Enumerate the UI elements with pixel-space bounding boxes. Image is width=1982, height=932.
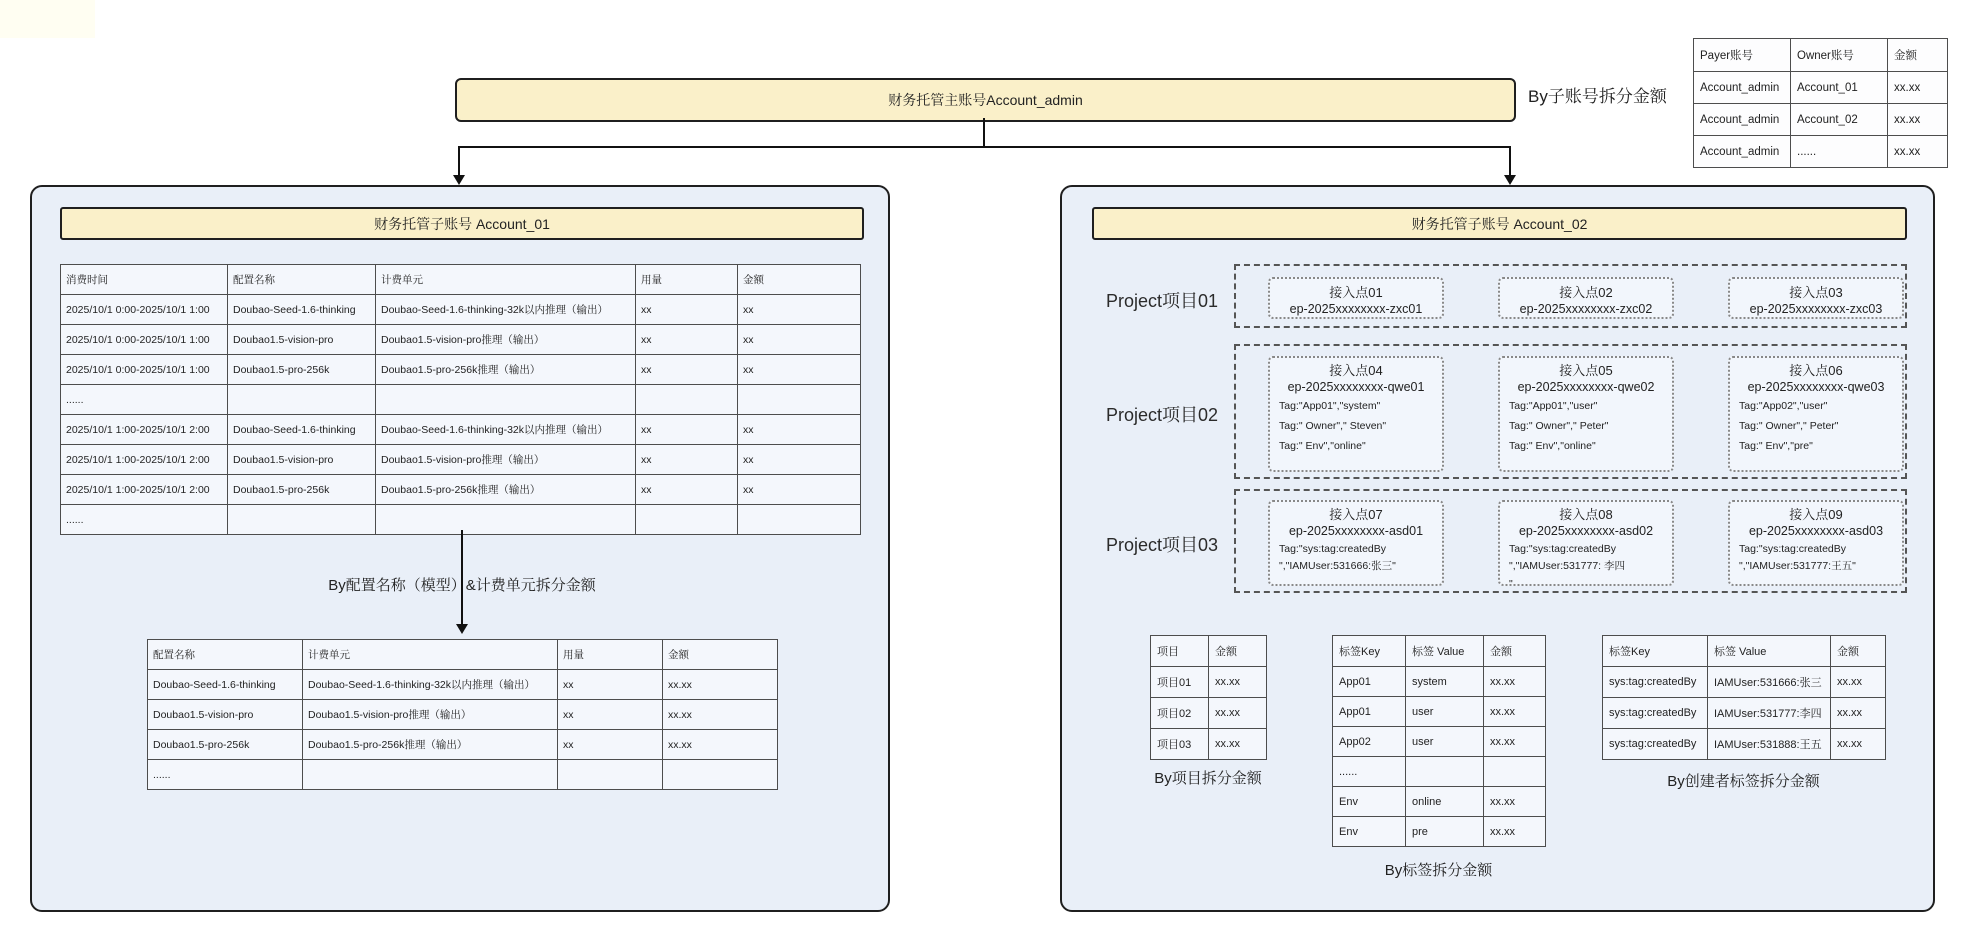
table-cell: Account_admin <box>1694 72 1791 104</box>
table-cell: user <box>1406 727 1484 757</box>
table-cell <box>376 385 636 415</box>
table-cell: xx.xx <box>1888 72 1948 104</box>
endpoint-box <box>1728 277 1904 319</box>
endpoint-name: 接入点09 <box>1789 507 1843 522</box>
table-cell: xx.xx <box>1888 104 1948 136</box>
table-header-cell: 金额 <box>738 265 861 295</box>
table-header-cell: 标签Key <box>1333 636 1406 667</box>
account01-panel <box>30 185 890 912</box>
table-row <box>1333 757 1546 787</box>
account01-header <box>60 207 864 240</box>
endpoint-tag: ","IAMUser:531777:王五" <box>1739 560 1856 573</box>
table-cell: 项目03 <box>1151 729 1209 760</box>
payer-owner-table <box>1693 38 1948 168</box>
table-row <box>61 475 861 505</box>
table-cell: xx <box>558 700 663 730</box>
endpoint-name: 接入点01 <box>1329 285 1383 300</box>
table-cell <box>738 385 861 415</box>
table-cell: xx <box>738 445 861 475</box>
table-cell <box>303 760 558 790</box>
table-cell: Doubao1.5-vision-pro推理（输出） <box>376 445 636 475</box>
table-cell: Doubao1.5-pro-256k推理（输出） <box>376 355 636 385</box>
table-cell: ...... <box>1791 136 1888 168</box>
table-header-cell: 金额 <box>1888 39 1948 72</box>
table-cell: App01 <box>1333 667 1406 697</box>
table-cell: sys:tag:createdBy <box>1603 667 1708 698</box>
endpoint-code: ep-2025xxxxxxxx-asd02 <box>1518 524 1654 538</box>
endpoint-code: ep-2025xxxxxxxx-zxc02 <box>1519 302 1653 316</box>
table-cell: Doubao1.5-pro-256k <box>148 730 303 760</box>
endpoint-tag: Tag:"sys:tag:createdBy <box>1739 543 1847 555</box>
endpoint-code: ep-2025xxxxxxxx-asd03 <box>1748 524 1884 538</box>
endpoint-name: 接入点03 <box>1789 285 1843 300</box>
table-cell: xx.xx <box>663 730 778 760</box>
table-cell: 项目02 <box>1151 698 1209 729</box>
endpoint-tag: Tag:" Env","online" <box>1509 439 1596 452</box>
table-cell <box>636 385 738 415</box>
table-cell: 项目01 <box>1151 667 1209 698</box>
table-row <box>1333 787 1546 817</box>
project02-label: Project项目02 <box>1106 405 1219 425</box>
table-row <box>148 700 778 730</box>
project02-container <box>1234 344 1907 479</box>
table-cell: xx.xx <box>1484 817 1546 847</box>
table-cell: Doubao1.5-vision-pro <box>228 445 376 475</box>
table-cell <box>663 760 778 790</box>
table-cell: sys:tag:createdBy <box>1603 698 1708 729</box>
table-cell: ...... <box>148 760 303 790</box>
creator-split-caption: By创建者标签拆分金额 <box>1667 773 1820 790</box>
table-header-cell: 计费单元 <box>303 640 558 670</box>
table-cell: IAMUser:531888:王五 <box>1708 729 1831 760</box>
table-header-cell: 金额 <box>1209 636 1267 667</box>
table-row <box>148 730 778 760</box>
table-cell: 2025/10/1 1:00-2025/10/1 2:00 <box>61 445 228 475</box>
table-cell: Doubao1.5-pro-256k推理（输出） <box>376 475 636 505</box>
table-cell: xx <box>738 355 861 385</box>
table-cell <box>1406 757 1484 787</box>
table-header-cell: 用量 <box>636 265 738 295</box>
table-cell: Account_admin <box>1694 136 1791 168</box>
endpoint-tag: Tag:"App01","system" <box>1279 400 1381 412</box>
usage-table <box>60 264 861 535</box>
table-header-cell: 配置名称 <box>228 265 376 295</box>
project01-label: Project项目01 <box>1106 291 1219 311</box>
project-split-table <box>1150 635 1267 760</box>
endpoint-code: ep-2025xxxxxxxx-qwe02 <box>1517 380 1655 394</box>
endpoint-box <box>1498 277 1674 319</box>
connector-left-vertical <box>458 146 460 176</box>
table-cell: xx <box>738 415 861 445</box>
table-row <box>1694 104 1948 136</box>
project03-label: Project项目03 <box>1106 535 1219 555</box>
endpoint-name: 接入点08 <box>1559 507 1613 522</box>
tag-split-caption: By标签拆分金额 <box>1384 862 1493 879</box>
table-row <box>1694 136 1948 168</box>
endpoint-box <box>1268 500 1444 586</box>
main-account-label: 财务托管主账号Account_admin <box>888 92 1083 108</box>
table-cell: Doubao-Seed-1.6-thinking-32k以内推理（输出） <box>376 415 636 445</box>
table-row <box>1151 667 1267 698</box>
table-cell: xx.xx <box>1209 698 1267 729</box>
table-cell: Doubao-Seed-1.6-thinking <box>148 670 303 700</box>
table-cell: xx.xx <box>663 670 778 700</box>
table-cell: xx.xx <box>1831 667 1886 698</box>
table-row <box>61 355 861 385</box>
table-cell: xx <box>636 325 738 355</box>
table-header-cell: 计费单元 <box>376 265 636 295</box>
table-cell: Doubao-Seed-1.6-thinking-32k以内推理（输出） <box>303 670 558 700</box>
table-cell: xx.xx <box>1209 667 1267 698</box>
endpoint-box <box>1498 500 1674 590</box>
connector-horizontal <box>459 146 1511 148</box>
table-cell: Account_02 <box>1791 104 1888 136</box>
endpoint-code: ep-2025xxxxxxxx-zxc03 <box>1749 302 1883 316</box>
endpoint-code: ep-2025xxxxxxxx-asd01 <box>1288 524 1424 538</box>
table-cell: 2025/10/1 1:00-2025/10/1 2:00 <box>61 475 228 505</box>
table-row <box>1603 667 1886 698</box>
table-cell: Account_01 <box>1791 72 1888 104</box>
split-arrow-head <box>456 624 468 634</box>
endpoint-tag: Tag:"sys:tag:createdBy <box>1509 543 1617 555</box>
table-cell: xx <box>558 730 663 760</box>
table-cell: Env <box>1333 817 1406 847</box>
endpoint-box <box>1498 356 1674 472</box>
table-header-cell: 标签Key <box>1603 636 1708 667</box>
table-cell: sys:tag:createdBy <box>1603 729 1708 760</box>
table-cell: 2025/10/1 0:00-2025/10/1 1:00 <box>61 355 228 385</box>
table-cell: 2025/10/1 0:00-2025/10/1 1:00 <box>61 295 228 325</box>
table-cell: user <box>1406 697 1484 727</box>
table-row <box>1333 697 1546 727</box>
table-cell: Doubao1.5-vision-pro推理（输出） <box>303 700 558 730</box>
table-cell: Doubao-Seed-1.6-thinking-32k以内推理（输出） <box>376 295 636 325</box>
table-cell: Doubao-Seed-1.6-thinking <box>228 415 376 445</box>
endpoint-tag: ","IAMUser:531666:张三" <box>1279 560 1396 573</box>
account02-panel <box>1060 185 1935 912</box>
project-split-caption: By项目拆分金额 <box>1154 770 1262 787</box>
table-row <box>148 760 778 790</box>
table-cell <box>376 505 636 535</box>
table-cell <box>228 505 376 535</box>
table-header-cell: 用量 <box>558 640 663 670</box>
table-cell: xx.xx <box>1484 787 1546 817</box>
table-row <box>1603 729 1886 760</box>
table-cell <box>1484 757 1546 787</box>
table-row <box>1603 698 1886 729</box>
table-row <box>61 445 861 475</box>
tag-split-table <box>1332 635 1546 847</box>
table-header-cell: 标签 Value <box>1708 636 1831 667</box>
endpoint-code: ep-2025xxxxxxxx-qwe01 <box>1287 380 1425 394</box>
table-header-cell: 消费时间 <box>61 265 228 295</box>
endpoint-code: ep-2025xxxxxxxx-qwe03 <box>1747 380 1885 394</box>
endpoint-tag: Tag:"sys:tag:createdBy <box>1279 543 1387 555</box>
endpoint-tag: " <box>1509 577 1513 590</box>
table-row <box>1333 817 1546 847</box>
table-cell <box>228 385 376 415</box>
table-row <box>61 415 861 445</box>
table-header-cell: 项目 <box>1151 636 1209 667</box>
table-cell: IAMUser:531777:李四 <box>1708 698 1831 729</box>
table-row <box>1151 729 1267 760</box>
table-cell: Doubao1.5-pro-256k <box>228 475 376 505</box>
endpoint-name: 接入点05 <box>1559 363 1613 378</box>
table-cell: ...... <box>1333 757 1406 787</box>
endpoint-tag: Tag:" Env","online" <box>1279 439 1366 452</box>
endpoint-tag: Tag:"App01","user" <box>1509 400 1598 412</box>
table-header-cell: 金额 <box>1484 636 1546 667</box>
table-cell: Account_admin <box>1694 104 1791 136</box>
table-cell: ...... <box>61 385 228 415</box>
corner-patch <box>0 0 95 38</box>
table-row <box>61 295 861 325</box>
table-cell <box>636 505 738 535</box>
table-cell: xx <box>738 475 861 505</box>
endpoint-tag: Tag:"App02","user" <box>1739 400 1828 412</box>
table-row <box>148 670 778 700</box>
table-header-cell: Payer账号 <box>1694 39 1791 72</box>
table-cell: xx.xx <box>1831 698 1886 729</box>
split-by-subaccount-label: By子账号拆分金额 <box>1528 87 1667 106</box>
endpoint-tag: Tag:" Owner"," Peter" <box>1739 419 1839 432</box>
table-cell <box>558 760 663 790</box>
endpoint-name: 接入点02 <box>1559 285 1613 300</box>
endpoint-box <box>1268 277 1444 319</box>
table-cell: Doubao1.5-vision-pro <box>148 700 303 730</box>
table-cell: system <box>1406 667 1484 697</box>
project03-container <box>1234 489 1907 593</box>
table-cell: xx <box>738 295 861 325</box>
table-cell: pre <box>1406 817 1484 847</box>
table-header-cell: 金额 <box>1831 636 1886 667</box>
table-cell: Doubao1.5-pro-256k <box>228 355 376 385</box>
creator-split-table <box>1602 635 1886 760</box>
table-cell: Doubao1.5-vision-pro <box>228 325 376 355</box>
endpoint-name: 接入点04 <box>1329 363 1383 378</box>
table-cell: xx.xx <box>1484 667 1546 697</box>
table-cell: Doubao1.5-vision-pro推理（输出） <box>376 325 636 355</box>
endpoint-tag: Tag:" Env","pre" <box>1739 439 1813 452</box>
endpoint-name: 接入点06 <box>1789 363 1843 378</box>
table-header-cell: 金额 <box>663 640 778 670</box>
table-cell: xx <box>636 475 738 505</box>
main-account-banner <box>455 78 1516 122</box>
endpoint-tag: Tag:" Owner"," Peter" <box>1509 419 1609 432</box>
table-cell: IAMUser:531666:张三 <box>1708 667 1831 698</box>
table-row <box>1694 72 1948 104</box>
table-header-cell: 配置名称 <box>148 640 303 670</box>
table-cell: xx.xx <box>1209 729 1267 760</box>
table-cell: xx <box>558 670 663 700</box>
table-cell: Doubao1.5-pro-256k推理（输出） <box>303 730 558 760</box>
endpoint-code: ep-2025xxxxxxxx-zxc01 <box>1289 302 1423 316</box>
endpoint-box <box>1728 356 1904 472</box>
table-cell: xx <box>636 295 738 325</box>
table-cell: xx <box>636 415 738 445</box>
split-by-model-label: By配置名称（模型）&计费单元拆分金额 <box>328 577 596 594</box>
table-cell: xx.xx <box>1888 136 1948 168</box>
table-header-cell: Owner账号 <box>1791 39 1888 72</box>
table-header-cell: 标签 Value <box>1406 636 1484 667</box>
table-row <box>1333 727 1546 757</box>
table-row <box>1333 667 1546 697</box>
table-cell: xx <box>636 355 738 385</box>
table-cell: xx.xx <box>1484 697 1546 727</box>
table-cell: 2025/10/1 0:00-2025/10/1 1:00 <box>61 325 228 355</box>
arrow-head-left <box>453 175 465 185</box>
table-row <box>1151 698 1267 729</box>
table-cell: xx.xx <box>1484 727 1546 757</box>
arrow-head-right <box>1504 175 1516 185</box>
endpoint-tag: ","IAMUser:531777: 李四 <box>1509 560 1625 573</box>
table-cell: App01 <box>1333 697 1406 727</box>
table-cell: xx.xx <box>663 700 778 730</box>
table-cell: App02 <box>1333 727 1406 757</box>
table-row <box>61 325 861 355</box>
table-cell: xx <box>636 445 738 475</box>
endpoint-name: 接入点07 <box>1329 507 1383 522</box>
connector-stub <box>983 118 985 147</box>
table-cell: xx <box>738 325 861 355</box>
endpoint-box <box>1728 500 1904 586</box>
table-row <box>61 385 861 415</box>
table-cell: 2025/10/1 1:00-2025/10/1 2:00 <box>61 415 228 445</box>
account02-title: 财务托管子账号 Account_02 <box>1411 215 1588 232</box>
table-cell <box>738 505 861 535</box>
model-summary-table <box>147 639 778 790</box>
table-cell: xx.xx <box>1831 729 1886 760</box>
table-cell: online <box>1406 787 1484 817</box>
table-cell: ...... <box>61 505 228 535</box>
account02-header <box>1092 207 1907 240</box>
endpoint-box <box>1268 356 1444 472</box>
endpoint-tag: Tag:" Owner"," Steven" <box>1279 419 1387 432</box>
project01-container <box>1234 264 1907 328</box>
table-cell: Doubao-Seed-1.6-thinking <box>228 295 376 325</box>
connector-right-vertical <box>1509 146 1511 176</box>
account01-title: 财务托管子账号 Account_01 <box>374 215 550 232</box>
table-cell: Env <box>1333 787 1406 817</box>
